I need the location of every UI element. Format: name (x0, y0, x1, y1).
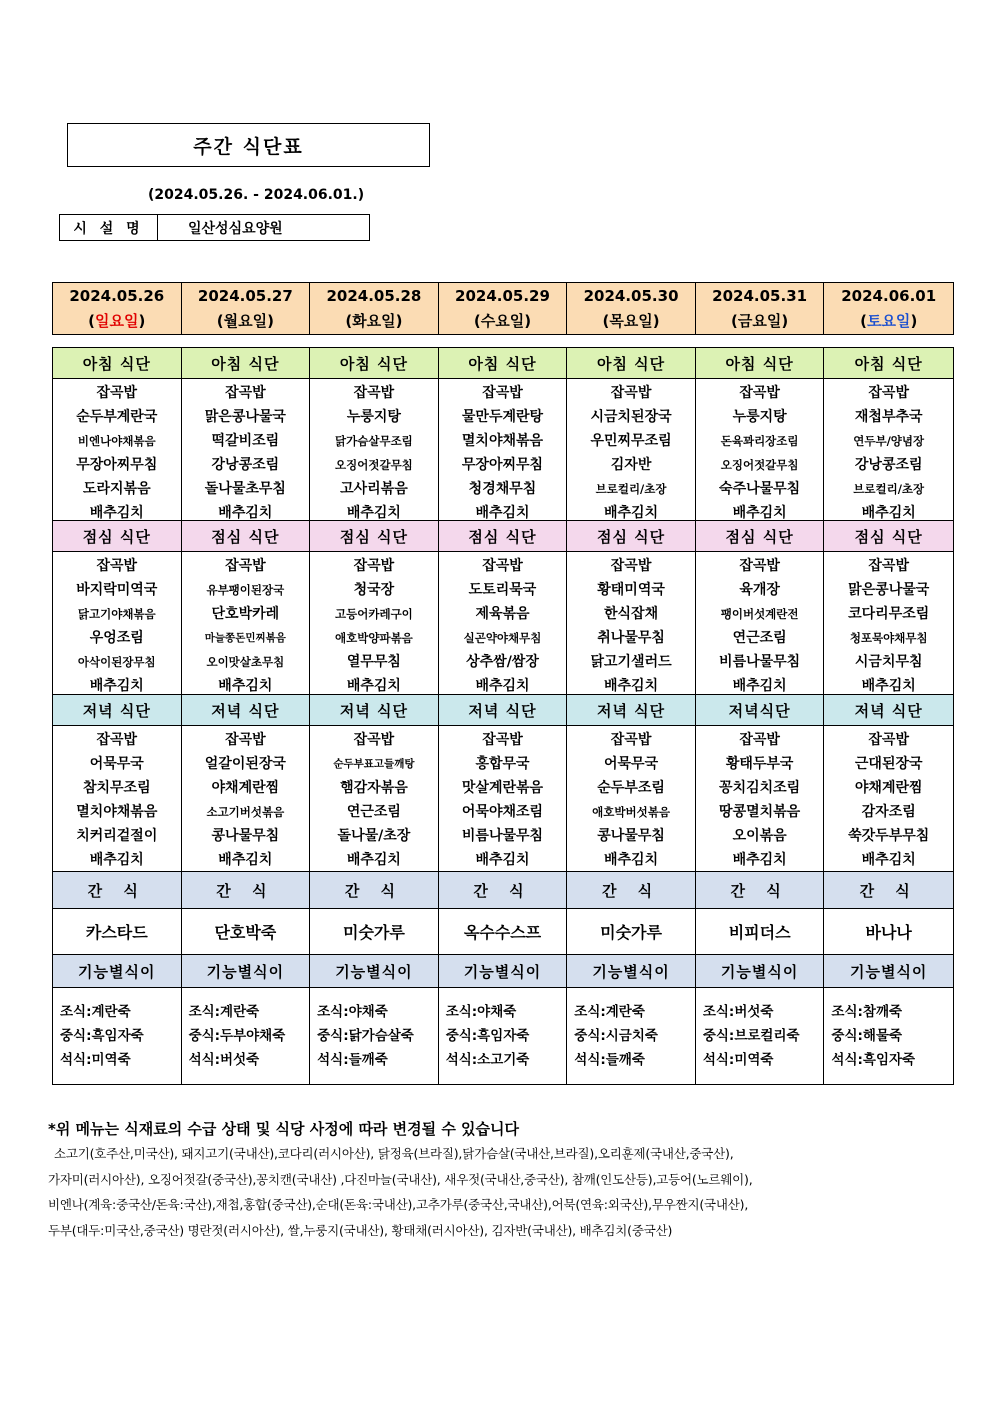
weekday-open-paren: ( (731, 311, 738, 330)
breakfast-label-row (53, 348, 953, 379)
lunch-menu-cell (310, 552, 439, 694)
functional-diet-label: 기능별식이 (567, 955, 696, 987)
menu-item: 잡곡밥 (868, 385, 909, 401)
menu-item: 비름나물무침 (719, 654, 801, 670)
day-header-cell (53, 283, 182, 334)
menu-item: 김자반 (610, 457, 652, 473)
dinner-label: 저녁식단 (696, 695, 825, 725)
day-date: 2024.05.30 (583, 286, 679, 305)
menu-item: 꽁치김치조림 (719, 780, 801, 796)
menu-item: 오징어젓갈무침 (720, 458, 799, 472)
menu-item: 배추김치 (604, 852, 659, 868)
weekday-open-paren: ( (860, 311, 867, 330)
menu-item: 돌나물초무침 (204, 481, 286, 497)
weekday-close-paren: ) (652, 311, 660, 330)
menu-item: 콩나물무침 (597, 828, 665, 844)
functional-diet-item: 중식:닭가슴살죽 (317, 1028, 414, 1044)
day-weekday (860, 309, 917, 334)
menu-item: 배추김치 (218, 852, 273, 868)
breakfast-label: 아침 식단 (824, 348, 953, 378)
breakfast-label: 아침 식단 (310, 348, 439, 378)
lunch-label: 점심 식단 (824, 521, 953, 551)
breakfast-menu-cell (439, 379, 568, 520)
menu-item: 어묵무국 (604, 756, 659, 772)
snack-label: 간 식 (824, 872, 953, 908)
functional-diet-item: 석식:버섯죽 (188, 1052, 260, 1068)
menu-item: 야채계란찜 (854, 780, 923, 796)
menu-item: 잡곡밥 (225, 732, 266, 748)
snack-label: 간 식 (696, 872, 825, 908)
breakfast-menu-cell (53, 379, 182, 520)
snack-label: 간 식 (53, 872, 182, 908)
menu-item: 돌나물/초장 (337, 828, 411, 844)
menu-item: 고등어카레구이 (335, 607, 413, 621)
snack-item: 바나나 (865, 923, 912, 942)
menu-item: 배추김치 (89, 505, 144, 521)
menu-item: 닭고기샐러드 (590, 654, 672, 670)
snack-row (53, 909, 953, 955)
breakfast-menu-cell (182, 379, 311, 520)
day-header-cell (439, 283, 568, 334)
weekday-open-paren: ( (216, 311, 224, 330)
lunch-label: 점심 식단 (53, 521, 182, 551)
menu-item: 잡곡밥 (225, 385, 266, 401)
menu-item: 단호박카레 (211, 606, 280, 622)
functional-diet-item: 석식:미역죽 (60, 1052, 131, 1068)
functional-diet-cell (696, 988, 825, 1084)
menu-item: 물만두계란탕 (461, 409, 544, 425)
lunch-label: 점심 식단 (439, 521, 568, 551)
menu-item: 고사리볶음 (340, 481, 408, 497)
lunch-label: 점심 식단 (182, 521, 311, 551)
dinner-label: 저녁 식단 (824, 695, 953, 725)
menu-item: 잡곡밥 (482, 558, 523, 574)
lunch-menu-cell (439, 552, 568, 694)
menu-item: 잡곡밥 (868, 558, 909, 574)
menu-item: 연근조림 (346, 804, 401, 820)
snack-item: 비피더스 (696, 909, 825, 954)
menu-item: 배추김치 (346, 852, 401, 868)
menu-item: 멸치야채볶음 (461, 433, 544, 449)
lunch-menu-cell (53, 552, 182, 694)
facility-label: 시 설 명 (60, 215, 158, 240)
day-weekday (345, 309, 402, 334)
menu-item: 청국장 (353, 582, 395, 598)
breakfast-label: 아침 식단 (53, 348, 182, 378)
menu-item: 우엉조림 (89, 630, 144, 646)
menu-item: 청경채무침 (468, 481, 537, 497)
day-date: 2024.05.26 (69, 286, 165, 305)
snack-item: 미숫가루 (310, 909, 439, 954)
snack-item: 단호박죽 (182, 909, 311, 954)
menu-item: 배추김치 (861, 852, 916, 868)
dinner-menu-cell (696, 726, 825, 871)
menu-item: 황태두부국 (725, 756, 794, 772)
functional-diet-cell (824, 988, 953, 1084)
menu-item: 잡곡밥 (353, 558, 395, 574)
menu-item: 코다리무조림 (848, 606, 930, 622)
menu-item: 비엔나야채볶음 (77, 434, 156, 448)
dinner-menu-row (53, 726, 953, 872)
lunch-label: 점심 식단 (310, 521, 439, 551)
menu-item: 브로컬리/초장 (853, 482, 925, 496)
lunch-label: 점심 식단 (696, 521, 825, 551)
menu-item: 열무무침 (346, 654, 401, 670)
menu-item: 쑥갓두부무침 (848, 828, 930, 844)
day-header-cell (567, 283, 696, 334)
weekday-name: 토요일 (866, 311, 911, 330)
lunch-menu-cell (567, 552, 696, 694)
menu-item: 치커리겉절이 (76, 828, 158, 844)
menu-item: 맑은콩나물국 (848, 582, 930, 598)
day-header-cell (696, 283, 825, 334)
functional-diet-cell (567, 988, 696, 1084)
functional-diet-item: 조식:참깨죽 (831, 1004, 903, 1020)
menu-item: 닭고기야채볶음 (77, 607, 156, 621)
menu-item: 마늘쫑돈민찌볶음 (204, 632, 286, 644)
menu-item: 참치무조림 (82, 780, 151, 796)
menu-item: 황태미역국 (597, 582, 665, 598)
day-date: 2024.05.31 (712, 286, 808, 305)
menu-item: 배추김치 (218, 505, 273, 521)
origin-line: 비엔나(계육:중국산/돈육:국산),재첩,홍합(중국산),순대(돈육:국내산),고추가루(중국산,국내산),어묵(연육:외국산),무우짠지(국내산), (48, 1197, 749, 1212)
menu-item: 잡곡밥 (610, 385, 652, 401)
origin-line: 두부(대두:미국산,중국산) 명란젓(러시아산), 쌀,누룽지(국내산), 황태채(러시아산), 김자반(국내산), 배추김치(중국산) (48, 1222, 673, 1238)
weekday-close-paren: ) (395, 311, 403, 330)
menu-item: 배추김치 (89, 852, 144, 868)
origin-line: 소고기(호주산,미국산), 돼지고기(국내산),코다리(러시아산), 닭정육(브라질),닭가슴살(국내산,브라질),오리훈제(국내산,중국산), (54, 1146, 734, 1161)
dinner-menu-cell (53, 726, 182, 871)
menu-item: 연두부/양념장 (853, 434, 925, 448)
functional-diet-label: 기능별식이 (53, 955, 182, 987)
functional-diet-label: 기능별식이 (696, 955, 825, 987)
menu-item: 배추김치 (604, 678, 659, 694)
menu-item: 유부팽이된장국 (206, 583, 285, 597)
menu-item: 잡곡밥 (96, 385, 138, 401)
facility-box (59, 214, 370, 241)
functional-diet-item: 중식:해물죽 (831, 1028, 903, 1044)
lunch-label-row (53, 521, 953, 552)
weekday-close-paren: ) (781, 311, 789, 330)
menu-item: 배추김치 (475, 678, 530, 694)
menu-item: 육개장 (739, 582, 780, 598)
menu-item: 아삭이된장무침 (77, 655, 156, 669)
weekday-close-paren: ) (524, 311, 532, 330)
functional-diet-label: 기능별식이 (182, 955, 311, 987)
functional-diet-item: 석식:소고기죽 (445, 1052, 530, 1068)
functional-diet-item: 조식:야채죽 (317, 1004, 388, 1020)
menu-item: 배추김치 (732, 505, 787, 521)
dinner-label: 저녁 식단 (567, 695, 696, 725)
day-weekday (474, 309, 531, 334)
menu-item: 잡곡밥 (353, 732, 395, 748)
menu-item: 실곤약야채무침 (463, 631, 542, 645)
menu-item: 근대된장국 (854, 756, 923, 772)
menu-item: 애호박양파볶음 (335, 631, 413, 645)
dinner-label: 저녁 식단 (53, 695, 182, 725)
functional-diet-cell (53, 988, 182, 1084)
menu-item: 강낭콩조림 (854, 457, 923, 473)
day-date: 2024.05.28 (326, 286, 422, 305)
day-weekday (88, 309, 145, 334)
weekday-close-paren: ) (267, 311, 274, 330)
menu-item: 배추김치 (475, 505, 530, 521)
weekday-name: 금요일 (737, 311, 782, 330)
menu-item: 잡곡밥 (482, 385, 523, 401)
menu-item: 도토리묵국 (468, 582, 537, 598)
dinner-label: 저녁 식단 (439, 695, 568, 725)
menu-item: 무장아찌무침 (461, 457, 544, 473)
dinner-menu-cell (824, 726, 953, 871)
facility-name: 일산성심요양원 (188, 220, 283, 237)
breakfast-label: 아침 식단 (182, 348, 311, 378)
breakfast-menu-cell (696, 379, 825, 520)
menu-item: 무장아찌무침 (76, 457, 158, 473)
date-range: (2024.05.26. - 2024.06.01.) (148, 187, 365, 203)
breakfast-label: 아침 식단 (439, 348, 568, 378)
breakfast-label: 아침 식단 (696, 348, 825, 378)
menu-item: 브로컬리/초장 (595, 482, 667, 496)
menu-item: 돈육꽈리장조림 (720, 434, 799, 448)
menu-item: 제육볶음 (475, 606, 530, 622)
day-header-cell (310, 283, 439, 334)
weekday-name: 목요일 (609, 311, 653, 330)
dinner-menu-cell (310, 726, 439, 871)
menu-item: 땅콩멸치볶음 (719, 804, 801, 820)
menu-item: 배추김치 (475, 852, 530, 868)
dinner-label: 저녁 식단 (182, 695, 311, 725)
breakfast-menu-cell (310, 379, 439, 520)
menu-item: 오이맛살초무침 (206, 655, 285, 669)
day-header-row (52, 282, 954, 335)
snack-label: 간 식 (439, 872, 568, 908)
menu-item: 배추김치 (604, 505, 659, 521)
weekday-name: 화요일 (352, 311, 396, 330)
menu-item: 우민찌무조림 (590, 433, 672, 449)
menu-item: 배추김치 (346, 505, 401, 521)
dinner-label-row (53, 695, 953, 726)
menu-item: 배추김치 (346, 678, 401, 694)
functional-diet-item: 석식:들깨죽 (574, 1052, 645, 1068)
menu-item: 야채계란찜 (211, 780, 280, 796)
functional-diet-item: 석식:들깨죽 (317, 1052, 388, 1068)
day-weekday (217, 309, 274, 334)
weekday-close-paren: ) (138, 311, 146, 330)
menu-item: 잡곡밥 (353, 385, 395, 401)
snack-label: 간 식 (310, 872, 439, 908)
functional-diet-row (53, 988, 953, 1084)
functional-diet-label: 기능별식이 (824, 955, 953, 987)
functional-diet-item: 중식:시금치죽 (574, 1028, 658, 1044)
dinner-label: 저녁 식단 (310, 695, 439, 725)
functional-diet-cell (310, 988, 439, 1084)
menu-item: 도라지볶음 (82, 481, 151, 497)
weekday-open-paren: ( (88, 311, 96, 330)
lunch-menu-cell (182, 552, 311, 694)
snack-item: 옥수수스프 (439, 909, 568, 954)
functional-diet-item: 석식:흑임자죽 (831, 1052, 916, 1068)
menu-item: 멸치야채볶음 (76, 804, 158, 820)
day-weekday (731, 309, 788, 334)
menu-item: 순두부표고들깨탕 (333, 758, 415, 770)
functional-diet-label: 기능별식이 (310, 955, 439, 987)
menu-item: 얼갈이된장국 (204, 756, 286, 772)
menu-item: 바지락미역국 (76, 582, 158, 598)
menu-item: 강낭콩조림 (211, 457, 280, 473)
functional-diet-cell (182, 988, 311, 1084)
menu-item: 오징어젓갈무침 (335, 458, 413, 472)
menu-item: 잡곡밥 (482, 732, 523, 748)
menu-item: 팽이버섯계란전 (720, 607, 799, 621)
lunch-menu-row (53, 552, 953, 695)
menu-item: 홍합무국 (475, 756, 530, 772)
snack-label-row (53, 872, 953, 909)
menu-item: 잡곡밥 (610, 558, 652, 574)
breakfast-menu-cell (824, 379, 953, 520)
snack-item: 미숫가루 (567, 909, 696, 954)
menu-item: 배추김치 (218, 678, 273, 694)
menu-item: 잡곡밥 (868, 732, 909, 748)
functional-diet-item: 조식:계란죽 (188, 1004, 260, 1020)
weekday-name: 수요일 (480, 311, 525, 330)
notes-heading: *위 메뉴는 식재료의 수급 상태 및 식당 사정에 따라 변경될 수 있습니다 (48, 1120, 520, 1138)
menu-item: 배추김치 (89, 678, 144, 694)
menu-item: 취나물무침 (597, 630, 665, 646)
lunch-menu-cell (696, 552, 825, 694)
breakfast-menu-row (53, 379, 953, 521)
menu-item: 맛살계란볶음 (461, 780, 544, 796)
day-date: 2024.05.27 (197, 286, 293, 305)
menu-table (52, 347, 954, 1085)
menu-item: 햄감자볶음 (340, 780, 408, 796)
menu-item: 잡곡밥 (610, 732, 652, 748)
menu-item: 순두부조림 (597, 780, 665, 796)
menu-item: 한식잡채 (604, 606, 659, 622)
functional-diet-item: 조식:계란죽 (574, 1004, 645, 1020)
menu-item: 배추김치 (732, 852, 787, 868)
lunch-menu-cell (824, 552, 953, 694)
functional-diet-cell (439, 988, 568, 1084)
menu-item: 잡곡밥 (739, 558, 780, 574)
menu-item: 재첩부추국 (854, 409, 923, 425)
functional-diet-item: 중식:흑임자죽 (60, 1028, 144, 1044)
menu-item: 시금치무침 (854, 654, 923, 670)
menu-item: 누룽지탕 (346, 409, 401, 425)
menu-item: 콩나물무침 (211, 828, 280, 844)
weekday-name: 월요일 (223, 311, 268, 330)
menu-item: 오이볶음 (732, 828, 787, 844)
menu-item: 떡갈비조림 (211, 433, 280, 449)
menu-item: 잡곡밥 (96, 558, 138, 574)
menu-item: 잡곡밥 (739, 385, 780, 401)
menu-item: 맑은콩나물국 (204, 409, 286, 425)
menu-item: 어묵무국 (89, 756, 144, 772)
functional-diet-label-row (53, 955, 953, 988)
day-header-cell (824, 283, 953, 334)
weekday-open-paren: ( (473, 311, 481, 330)
day-weekday (602, 309, 659, 334)
menu-item: 잡곡밥 (96, 732, 138, 748)
menu-item: 어묵야채조림 (461, 804, 544, 820)
day-date: 2024.06.01 (841, 286, 937, 305)
breakfast-label: 아침 식단 (567, 348, 696, 378)
menu-item: 청포묵야채무침 (849, 631, 928, 645)
weekday-close-paren: ) (910, 311, 918, 330)
dinner-menu-cell (567, 726, 696, 871)
day-header-cell (182, 283, 311, 334)
menu-item: 숙주나물무침 (719, 481, 801, 497)
menu-item: 소고기버섯볶음 (206, 805, 285, 819)
menu-item: 상추쌈/쌈장 (466, 654, 539, 670)
menu-item: 배추김치 (732, 678, 787, 694)
day-date: 2024.05.29 (455, 286, 550, 305)
functional-diet-item: 중식:흑임자죽 (445, 1028, 530, 1044)
menu-item: 순두부계란국 (76, 409, 158, 425)
menu-item: 비름나물무침 (461, 828, 544, 844)
menu-item: 잡곡밥 (739, 732, 780, 748)
weekday-open-paren: ( (345, 311, 353, 330)
menu-item: 닭가슴살무조림 (335, 434, 413, 448)
menu-item: 잡곡밥 (225, 558, 266, 574)
functional-diet-item: 석식:미역죽 (702, 1052, 774, 1068)
functional-diet-item: 조식:야채죽 (445, 1004, 517, 1020)
functional-diet-item: 조식:버섯죽 (702, 1004, 774, 1020)
menu-item: 연근조림 (732, 630, 787, 646)
functional-diet-item: 중식:브로컬리죽 (702, 1028, 800, 1044)
page-title: 주간 식단표 (67, 123, 430, 167)
breakfast-menu-cell (567, 379, 696, 520)
notes (48, 1117, 968, 1243)
dinner-menu-cell (439, 726, 568, 871)
dinner-menu-cell (182, 726, 311, 871)
snack-label: 간 식 (182, 872, 311, 908)
weekday-name: 일요일 (95, 311, 139, 330)
menu-item: 배추김치 (861, 678, 916, 694)
snack-item: 카스타드 (53, 909, 182, 954)
functional-diet-item: 중식:두부야채죽 (188, 1028, 286, 1044)
menu-item: 누룽지탕 (732, 409, 787, 425)
menu-item: 배추김치 (861, 505, 916, 521)
menu-item: 시금치된장국 (590, 409, 672, 425)
functional-diet-label: 기능별식이 (439, 955, 568, 987)
weekday-open-paren: ( (602, 311, 610, 330)
origin-line: 가자미(러시아산), 오징어젓갈(중국산),꽁치캔(국내산) ,다진마늘(국내산), 새우젓(국내산,중국산), 참깨(인도산등),고등어(노르웨이), (48, 1171, 753, 1187)
lunch-label: 점심 식단 (567, 521, 696, 551)
functional-diet-item: 조식:계란죽 (60, 1004, 131, 1020)
menu-item: 애호박버섯볶음 (592, 805, 670, 819)
menu-item: 감자조림 (861, 804, 916, 820)
snack-label: 간 식 (567, 872, 696, 908)
